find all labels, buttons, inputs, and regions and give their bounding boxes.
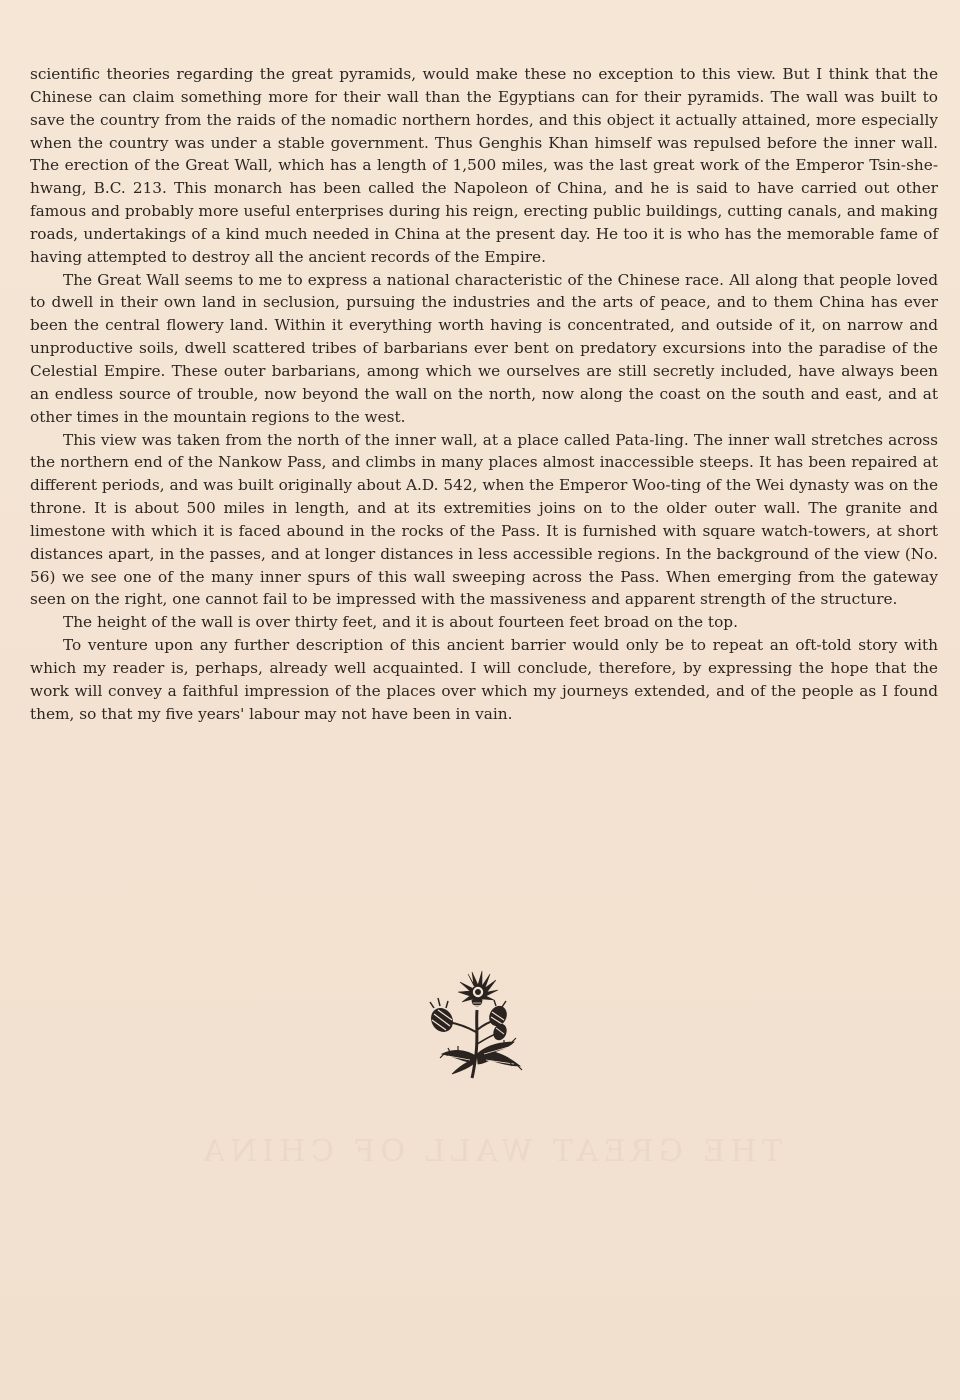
- paragraph: This view was taken from the north of the inner wall, at a place called Pata-ling. The inner wall stretches across the northern end of the Nankow Pass, and climbs in many places almost inaccessible steeps. It has been repaired at different periods, and was built originally about A.D. 542, when the Emperor Woo-ting of the Wei dynasty was on the throne. It is about 500 miles in length, and at its extremities joins on to the older outer wall. The granite and limestone with which it is faced abound in the rocks of the Pass. It is furnished with square watch-towers, at short distances apart, in the passes, and at longer distances in less accessible regions. In the background of the view (No. 56) we see one of the many inner spurs of this wall sweeping across the Pass. When emerging from the gateway seen on the right, one cannot fail to be impressed with the massiveness and apparent strength of the structure.: [30, 430, 938, 609]
- paragraph: To venture upon any further description of this ancient barrier would only be to repeat an oft-told story with which my reader is, perhaps, already well acquainted. I will conclude, therefore, by expressing the hope that the work will convey a faithful impression of the places over which my journeys extended, and of the people as I found them, so that my five years' labour may not have been in vain.: [30, 636, 938, 723]
- paragraph: scientific theories regarding the great pyramids, would make these no exception to this view. But I think that the Chinese can claim something more for their wall than the Egyptians can for their pyramids. The wall was built to save the country from the raids of the nomadic northern hordes, and this object it actually attained, more especially when the country was under a stable government. Thus Genghis Khan himself was repulsed before the inner wall. The erection of the Great Wall, which has a length of 1,500 miles, was the last great work of the Emperor Tsin-she-hwang, B.C. 213. This monarch has been called the Napoleon of China, and he is said to have carried out other famous and probably more useful enterprises during his reign, erecting public buildings, cutting canals, and making roads, undertakings of a kind much needed in China at the present day. He too it is who has the memorable fame of having attempted to destroy all the ancient records of the Empire.: [30, 65, 938, 266]
- paragraph: The height of the wall is over thirty feet, and it is about fourteen feet broad on the top.: [63, 613, 738, 632]
- body-text: [30, 63, 938, 725]
- bleed-through-title: THE GREAT WALL OF CHINA: [197, 1134, 783, 1169]
- thistle-flower-ornament-icon: [424, 970, 530, 1080]
- paragraph: The Great Wall seems to me to express a national characteristic of the Chinese race. All along that people loved to dwell in their own land in seclusion, pursuing the industries and the arts of peace, and to them China has ever been the central flowery land. Within it everything worth having is concentrated, and outside of it, on narrow and unproductive soils, dwell scattered tribes of barbarians ever bent on predatory excursions into the paradise of the Celestial Empire. These outer barbarians, among which we ourselves are still secretly included, have always been an endless source of trouble, now beyond the wall on the north, now along the coast on the south and east, and at other times in the mountain regions to the west.: [30, 270, 938, 426]
